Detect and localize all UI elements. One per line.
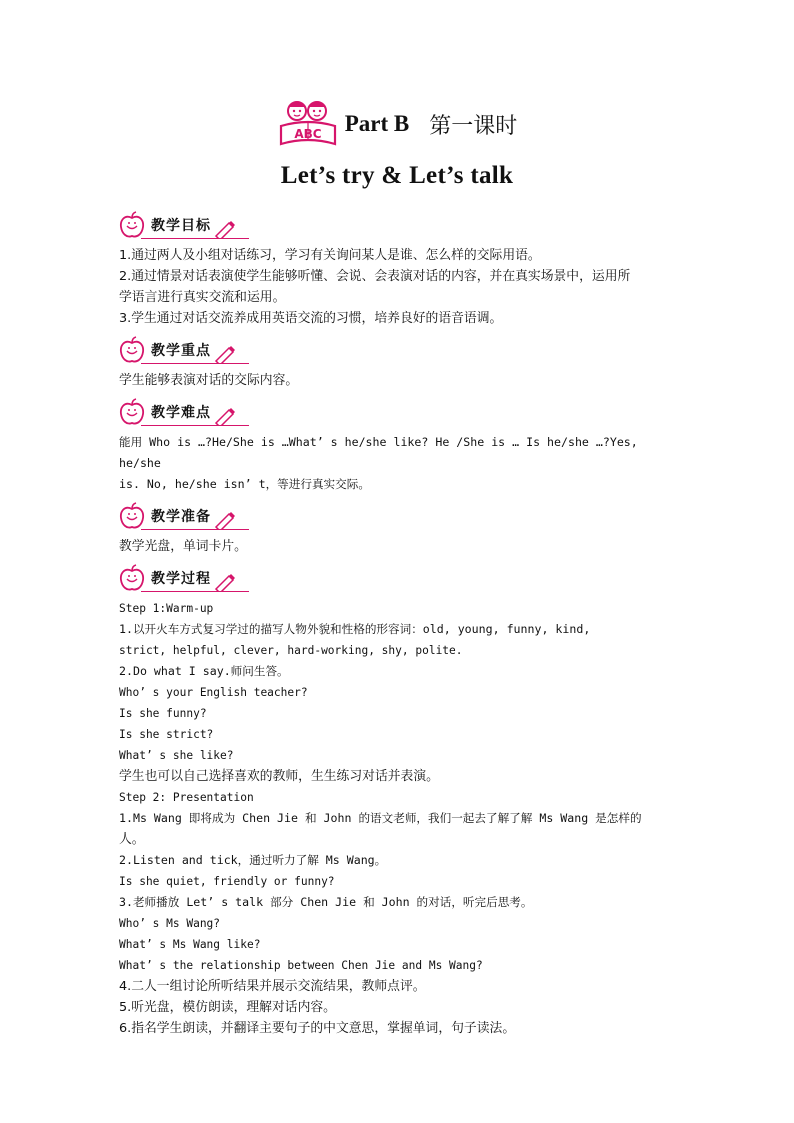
text-line: Step 2: Presentation [119,791,254,804]
section-heading-process [119,561,684,595]
heading-underline [141,529,249,531]
text-line: 1.以开火车方式复习学过的描写人物外貌和性格的形容词：old, young, funny, kind, [119,622,591,636]
text-line: 3.学生通过对话交流养成用英语交流的习惯，培养良好的语音语调。 [119,311,503,326]
text-line: is. No, he/she isn’ t，等进行真实交际。 [119,477,370,491]
section-label: 教学目标 [151,218,211,234]
text-line: 4.二人一组讨论所听结果并展示交流结果，教师点评。 [119,979,426,994]
text-line: 2.Do what I say.师问生答。 [119,664,289,678]
text-line: What’ s Ms Wang like? [119,938,261,951]
text-line: 学生也可以自己选择喜欢的教师，生生练习对话并表演。 [119,769,439,784]
text-line: 学生能够表演对话的交际内容。 [119,373,299,388]
heading-underline [141,591,249,593]
apple-icon [119,211,145,239]
section-heading-key-points [119,333,684,367]
text-line: Is she quiet, friendly or funny? [119,875,335,888]
text-line: What’ s she like? [119,749,234,762]
abc-kids-logo-icon [277,98,339,150]
pen-icon [213,404,237,426]
text-line: Who’ s Ms Wang? [119,917,221,930]
apple-icon [119,564,145,592]
text-line: 教学光盘，单词卡片。 [119,539,247,554]
section-heading-preparation [119,499,684,533]
heading-underline [141,238,249,240]
text-line: 学语言进行真实交流和运用。 [119,290,286,305]
title-row [0,98,794,150]
section-heading-objectives [119,208,684,242]
title-block [0,98,794,190]
text-line: 2.通过情景对话表演使学生能够听懂、会说、会表演对话的内容，并在真实场景中，运用所 [119,269,631,284]
apple-icon [119,502,145,530]
apple-icon [119,398,145,426]
text-line: Is she strict? [119,728,214,741]
lesson-subtitle: Let’s try & Let’s talk [280,162,514,189]
text-line: 人。 [119,832,145,847]
text-line: 能用 Who is …?He/She is …What’ s he/she like? He /She is … Is he/she …?Yes, he/she [119,435,638,470]
text-line: strict, helpful, clever, hard-working, shy, polite. [119,644,463,657]
text-line: Who’ s your English teacher? [119,686,308,699]
heading-underline [141,425,249,427]
section-label: 教学重点 [151,343,211,359]
pen-icon [213,342,237,364]
text-line: Step 1:Warm-up [119,602,214,615]
section-heading-difficulties [119,395,684,429]
part-title: Part B [344,111,410,136]
text-line: 1.Ms Wang 即将成为 Chen Jie 和 John 的语文老师，我们一起去了解了解 Ms Wang 是怎样的 [119,811,642,825]
lesson-title: 第一课时 [429,113,518,139]
content-body [119,204,684,1039]
section-label: 教学准备 [151,509,211,525]
pen-icon [213,570,237,592]
text-line: 3.老师播放 Let’ s talk 部分 Chen Jie 和 John 的对话，听完后思考。 [119,895,533,909]
text-line: 5.听光盘，模仿朗读，理解对话内容。 [119,1000,336,1015]
text-line: 6.指名学生朗读，并翻译主要句子的中文意思，掌握单词，句子读法。 [119,1021,516,1036]
heading-underline [141,363,249,365]
section-label: 教学过程 [151,571,211,587]
section-label: 教学难点 [151,405,211,421]
pen-icon [213,217,237,239]
apple-icon [119,336,145,364]
svg-text:ABC: ABC [294,127,322,141]
pen-icon [213,508,237,530]
text-line: Is she funny? [119,707,207,720]
text-line: What’ s the relationship between Chen Jie and Ms Wang? [119,959,483,972]
text-line: 1.通过两人及小组对话练习，学习有关询问某人是谁、怎么样的交际用语。 [119,248,541,263]
text-line: 2.Listen and tick，通过听力了解 Ms Wang。 [119,853,387,867]
